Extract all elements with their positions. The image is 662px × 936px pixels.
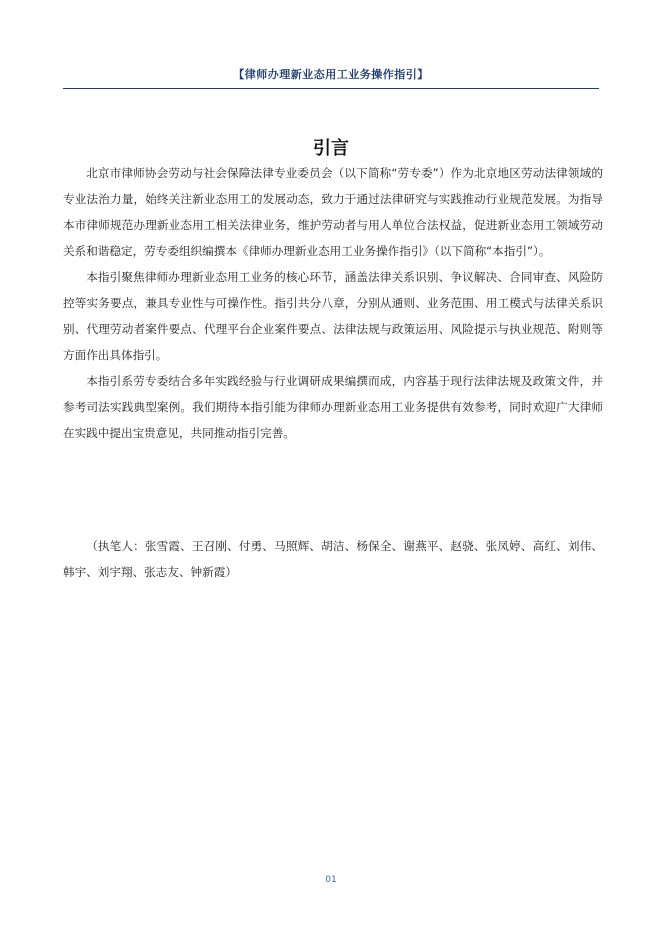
- authors-note: [63, 533, 603, 585]
- running-header: 【律师办理新业态用工业务操作指引】: [233, 68, 429, 81]
- authors-text: （执笔人：张雪霞、王召刚、付勇、马照辉、胡洁、杨保全、谢燕平、赵骁、张凤婷、高红、刘伟、韩宇、刘宇翔、张志友、钟新霞）: [63, 539, 603, 579]
- page-number: 01: [325, 875, 337, 885]
- body-text: [63, 160, 603, 446]
- header-divider: [63, 88, 599, 89]
- paragraph-3: 本指引系劳专委结合多年实践经验与行业调研成果编撰而成，内容基于现行法律法规及政策文件，并参考司法实践典型案例。我们期待本指引能为律师办理新业态用工业务提供有效参考，同时欢迎广大律师在实践中提出宝贵意见，共同推动指引完善。: [63, 374, 603, 440]
- section-title: 引言: [313, 138, 349, 159]
- paragraph-1: 北京市律师协会劳动与社会保障法律专业委员会（以下简称“劳专委”）作为北京地区劳动法律领域的专业法治力量，始终关注新业态用工的发展动态，致力于通过法律研究与实践推动行业规范发展。为指导本市律师规范办理新业态用工相关法律业务，维护劳动者与用人单位合法权益，促进新业态用工领域劳动关系和谐稳定，劳专委组织编撰本《律师办理新业态用工业务操作指引》（以下简称“本指引”）。: [63, 166, 603, 258]
- paragraph-2: 本指引聚焦律师办理新业态用工业务的核心环节，涵盖法律关系识别、争议解决、合同审查、风险防控等实务要点，兼具专业性与可操作性。指引共分八章，分别从通则、业务范围、用工模式与法律关系识别、代理劳动者案件要点、代理平台企业案件要点、法律法规与政策运用、风险提示与执业规范、附则等方面作出具体指引。: [63, 270, 603, 362]
